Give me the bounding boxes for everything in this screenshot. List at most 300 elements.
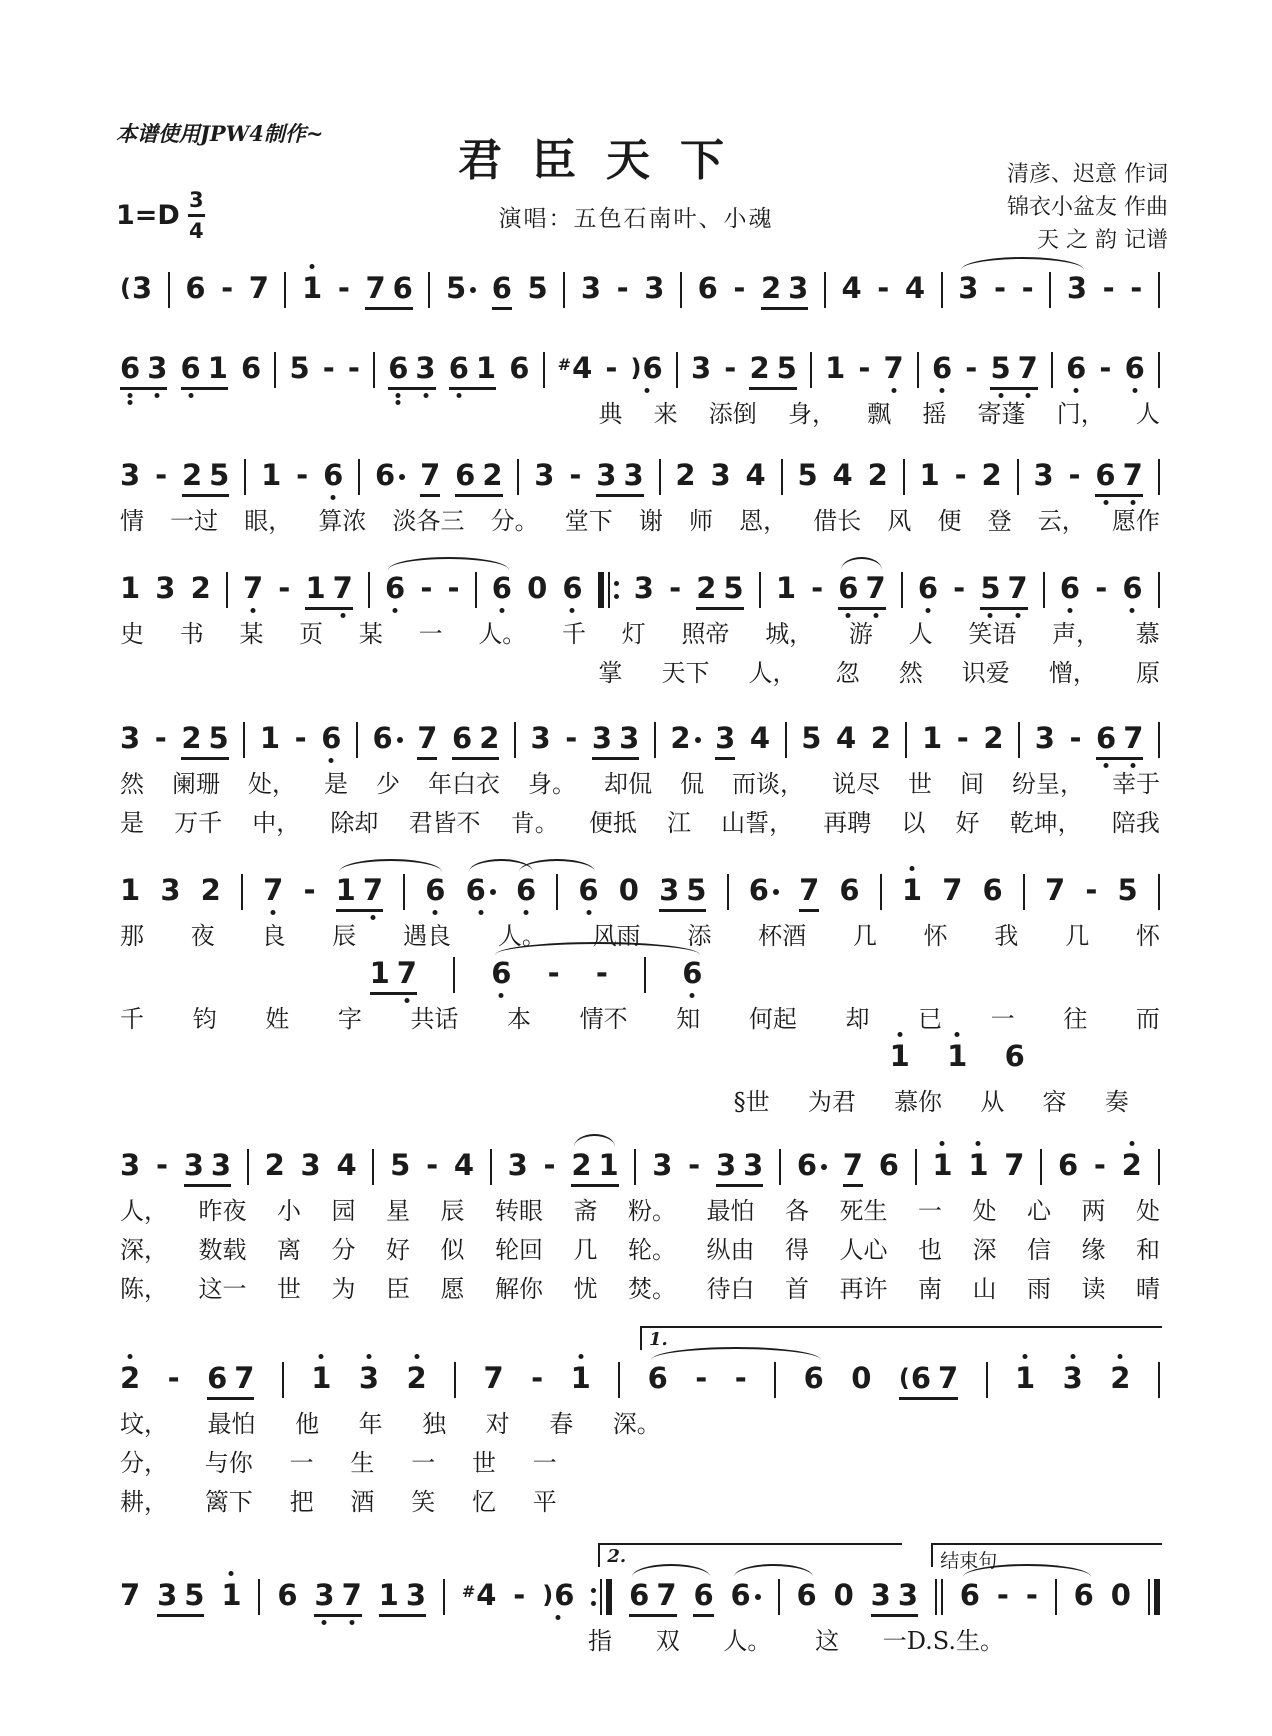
note-token <box>1099 351 1111 390</box>
lyric-syllable: 君皆不 <box>408 809 481 837</box>
note-digit: 6 <box>838 571 859 605</box>
lyric-syllable: 几 <box>1065 922 1090 950</box>
note-digit: 3 <box>120 1148 141 1182</box>
note <box>592 721 612 755</box>
note <box>578 873 598 907</box>
lyric-syllable: 似 <box>440 1236 465 1264</box>
note-digit: 6 <box>1057 1148 1079 1182</box>
note-digit: 6 <box>682 956 703 990</box>
meter-denominator: 4 <box>189 219 204 243</box>
note-token <box>619 873 639 912</box>
note-digit: 7 <box>332 571 353 605</box>
lyric-syllable: 姓 <box>265 1005 290 1033</box>
note-token <box>289 351 309 390</box>
barline <box>241 874 243 910</box>
octave-dot-below <box>1074 388 1079 393</box>
note-token <box>670 721 700 760</box>
barline <box>659 459 661 495</box>
lyric-syllable: 江 <box>666 809 691 837</box>
beam-group <box>157 1578 204 1617</box>
beam-group <box>305 571 352 610</box>
octave-dot-above <box>897 1032 902 1037</box>
lyric-syllable: 憎， <box>1048 659 1097 687</box>
note <box>843 1148 863 1182</box>
note-digit: 3 <box>300 1148 321 1182</box>
note <box>454 1148 474 1182</box>
lyrics-row <box>120 1235 1160 1265</box>
note <box>898 1578 918 1612</box>
note-token <box>669 571 681 610</box>
note-token <box>1122 571 1142 610</box>
lyric-syllable: 处 <box>972 1197 997 1225</box>
note <box>1067 271 1087 305</box>
note <box>209 721 229 755</box>
lyric-syllable: 臣 <box>386 1275 410 1303</box>
barline <box>941 272 943 308</box>
lyric-syllable: 摇 <box>922 400 947 428</box>
note <box>1026 1578 1038 1612</box>
note <box>947 1039 967 1073</box>
note-token <box>120 1578 140 1617</box>
note-digit: 3 <box>1062 1361 1083 1395</box>
note-digit: - <box>347 351 360 385</box>
barline <box>880 874 882 910</box>
barline <box>563 272 565 308</box>
note <box>899 1361 931 1395</box>
lyrics-row <box>588 1626 1004 1656</box>
note-digit: 1 <box>369 956 390 990</box>
notation-line <box>120 1143 1160 1187</box>
note-token <box>407 1361 427 1400</box>
note <box>241 351 261 385</box>
note-digit: 6 <box>452 721 473 755</box>
note-digit: 7 <box>234 1361 255 1395</box>
note-token <box>528 271 548 310</box>
note-digit: 2 <box>200 873 221 907</box>
note-digit: 6 <box>578 873 599 907</box>
note <box>260 721 280 755</box>
note-token <box>120 458 140 497</box>
note-digit: 7 <box>243 571 264 605</box>
note-digit: - <box>322 351 335 385</box>
octave-dot-above <box>367 1354 372 1359</box>
note-digit: 1 <box>598 1148 619 1182</box>
note-digit: - <box>565 721 578 755</box>
note <box>715 721 735 755</box>
note-digit: 1 <box>825 351 846 385</box>
note <box>1074 1578 1094 1612</box>
octave-dot-below <box>1103 500 1108 505</box>
note <box>851 1361 871 1395</box>
note-digit: 6 <box>372 721 393 755</box>
lyric-syllable: 年白衣 <box>428 770 500 798</box>
note <box>184 1578 204 1612</box>
note <box>994 271 1006 305</box>
note <box>449 351 469 385</box>
note <box>221 1578 241 1612</box>
lyrics-row <box>120 808 1160 838</box>
note-digit: 6 <box>839 873 860 907</box>
note-digit: - <box>953 571 966 605</box>
note-token <box>527 571 547 610</box>
barline <box>358 459 360 495</box>
note-token <box>605 351 617 390</box>
note <box>980 571 1000 605</box>
lyric-syllable: 人心 <box>839 1236 888 1264</box>
barline <box>1158 352 1160 388</box>
note-token <box>261 458 281 497</box>
note-digit: - <box>595 956 608 990</box>
barline <box>785 722 787 758</box>
note-digit: 1 <box>302 271 323 305</box>
beam-group <box>370 956 417 995</box>
note-digit: 6 <box>642 351 663 385</box>
note <box>336 1148 356 1182</box>
note-digit: 5 <box>527 271 548 305</box>
note-token <box>531 1361 543 1400</box>
note <box>208 351 228 385</box>
octave-dot-above <box>1118 1354 1123 1359</box>
barline <box>556 874 558 910</box>
note <box>716 1148 736 1182</box>
note <box>749 873 779 907</box>
note <box>359 1361 379 1395</box>
note-digit: 5 <box>445 271 467 305</box>
lyric-syllable: 风雨 <box>592 922 641 950</box>
beam-group <box>592 721 639 760</box>
lyric-syllable: 深。 <box>612 1410 661 1438</box>
note-token <box>191 571 211 610</box>
barline <box>727 874 729 910</box>
slur <box>574 1134 615 1147</box>
octave-dot-below <box>188 393 193 398</box>
barline <box>403 874 405 910</box>
lyric-syllable: 却侃 <box>604 770 652 798</box>
note <box>696 571 716 605</box>
lyric-syllable: 万千 <box>174 809 223 837</box>
system <box>120 1324 1160 1517</box>
note-token <box>120 873 140 912</box>
note-token <box>947 1039 967 1078</box>
beam-group <box>1096 721 1143 760</box>
note <box>656 1578 676 1612</box>
note-digit: 4 <box>904 271 926 305</box>
note-digit: 1 <box>889 1039 910 1073</box>
barline <box>168 272 170 308</box>
note-digit: - <box>513 1578 526 1612</box>
sharp-sign: # <box>461 1582 476 1601</box>
lyric-syllable: 千 <box>120 1005 144 1033</box>
lyric-syllable: 他 <box>295 1410 320 1438</box>
note-token <box>375 458 405 497</box>
software-watermark: 本谱使用JPW4制作~ <box>116 121 324 146</box>
augmentation-dot <box>821 1164 827 1170</box>
note-digit: 7 <box>865 571 886 605</box>
note-digit: - <box>1025 1578 1038 1612</box>
note-digit: - <box>956 721 969 755</box>
barline <box>517 459 519 495</box>
note <box>516 873 536 907</box>
note-token <box>811 571 823 610</box>
note-digit: 1 <box>221 1578 242 1612</box>
note <box>120 721 140 755</box>
lyric-syllable: 生 <box>350 1449 375 1477</box>
note-digit: 3 <box>120 458 141 492</box>
note <box>323 351 335 385</box>
octave-dot-below <box>251 608 256 613</box>
lyric-syllable: 分。 <box>490 507 539 535</box>
system <box>120 868 1160 1117</box>
note-digit: 6 <box>730 1578 751 1612</box>
lyric-syllable: 便抵 <box>588 809 637 837</box>
note <box>623 458 643 492</box>
lyric-syllable: 分， <box>120 1449 168 1477</box>
octave-dot-below <box>396 393 401 398</box>
barline <box>1158 722 1160 758</box>
lyric-syllable: 纷呈， <box>1012 770 1084 798</box>
note-digit: - <box>877 271 890 305</box>
system <box>120 453 1160 536</box>
note <box>735 1361 747 1395</box>
note-digit: 3 <box>596 458 617 492</box>
note-token <box>1063 1361 1083 1400</box>
note-digit: 3 <box>534 458 555 492</box>
lyric-syllable: 平 <box>532 1488 557 1516</box>
lyric-syllable: 耕， <box>120 1488 168 1516</box>
lyric-syllable: 原 <box>1135 659 1160 687</box>
lyric-syllable: 笑 <box>411 1488 436 1516</box>
lyric-syllable: 坟， <box>120 1410 168 1438</box>
note <box>476 351 496 385</box>
note-digit: 6 <box>207 1361 228 1395</box>
barline <box>356 722 358 758</box>
barline <box>1049 272 1051 308</box>
note-token <box>1130 271 1142 310</box>
note <box>482 458 502 492</box>
note-token <box>851 1361 871 1400</box>
note-digit: 3 <box>623 458 644 492</box>
lyrics-row <box>598 399 1160 429</box>
note <box>156 1148 168 1182</box>
note <box>596 956 608 990</box>
note-digit: 6 <box>180 351 201 385</box>
note-token <box>982 458 1002 497</box>
lyric-syllable: 寄蓬 <box>977 400 1026 428</box>
notation-line <box>890 1034 1025 1078</box>
note-token <box>983 873 1003 912</box>
note-token <box>385 571 405 610</box>
lyric-syllable: 人。 <box>478 620 527 648</box>
note-digit: 2 <box>670 721 691 755</box>
beam-group <box>990 351 1037 390</box>
lyric-syllable: 从 <box>980 1088 1005 1116</box>
octave-dot-above <box>955 1032 960 1037</box>
barline <box>372 1149 374 1185</box>
note-token <box>983 721 1003 760</box>
note <box>652 1148 672 1182</box>
note-digit: 0 <box>1110 1578 1131 1612</box>
note <box>836 721 856 755</box>
note-token <box>466 873 496 912</box>
lyric-syllable: 杯酒 <box>758 922 807 950</box>
note <box>207 1361 227 1395</box>
note-digit: - <box>733 271 746 305</box>
lyric-syllable: 谢 <box>638 507 663 535</box>
lyric-syllable: 一过 <box>170 507 219 535</box>
note-token <box>425 873 445 912</box>
transcriber-credit: 天 之 韵 记谱 <box>1037 228 1168 253</box>
note-digit: - <box>294 721 307 755</box>
note <box>373 721 403 755</box>
note <box>675 458 695 492</box>
note-digit: 3 <box>157 1578 178 1612</box>
lyric-syllable: 天下 <box>661 659 710 687</box>
note <box>160 873 180 907</box>
note-digit: 1 <box>922 721 943 755</box>
note-digit: 6 <box>1066 351 1087 385</box>
lyric-syllable: 世 <box>277 1275 301 1303</box>
lyric-syllable: 却 <box>845 1005 870 1033</box>
note-token <box>1060 571 1080 610</box>
note <box>1123 458 1143 492</box>
note <box>693 1578 713 1612</box>
note-token <box>265 1148 285 1187</box>
note-token <box>160 873 180 912</box>
note-token <box>558 351 593 390</box>
note <box>484 1361 504 1395</box>
lyric-syllable: 情不 <box>579 1005 628 1033</box>
note-digit: 6 <box>277 1578 298 1612</box>
note-token <box>631 351 663 390</box>
octave-dot-below <box>1130 608 1135 613</box>
lyric-syllable: 愿 <box>440 1275 465 1303</box>
lyric-syllable: 缘 <box>1081 1236 1106 1264</box>
beam-group <box>452 721 499 760</box>
note-token <box>1069 721 1081 760</box>
note-digit: - <box>296 458 309 492</box>
note <box>1069 458 1081 492</box>
lyric-syllable: 轮回 <box>495 1236 543 1264</box>
lyric-syllable: 一 <box>532 1449 557 1477</box>
volta-bracket <box>931 1543 1162 1572</box>
note-token <box>296 458 308 497</box>
lyric-syllable: 往 <box>1063 1005 1088 1033</box>
lyric-syllable: 是 <box>324 770 348 798</box>
note <box>1063 1361 1083 1395</box>
note <box>955 458 967 492</box>
lyric-syllable: 侃 <box>680 770 704 798</box>
note-digit: 3 <box>405 1578 427 1612</box>
note <box>631 351 663 385</box>
note <box>342 1578 362 1612</box>
note <box>960 1578 980 1612</box>
octave-dot-below <box>128 393 133 398</box>
octave-dot-below <box>423 393 428 398</box>
note-digit: 2 <box>675 458 696 492</box>
note-token <box>799 873 819 912</box>
note <box>155 571 175 605</box>
lyric-syllable: 再聘 <box>823 809 872 837</box>
note <box>777 351 797 385</box>
note-digit: 7 <box>1007 571 1028 605</box>
beam-group <box>336 873 383 912</box>
note <box>1123 721 1143 755</box>
note-token <box>724 351 736 390</box>
note-token <box>544 1148 556 1187</box>
note-token <box>578 873 598 912</box>
lyric-syllable: 好 <box>386 1236 410 1264</box>
note <box>1058 1148 1078 1182</box>
note <box>1018 351 1038 385</box>
lyric-syllable: 陈， <box>120 1275 168 1303</box>
note-digit: 3 <box>788 271 809 305</box>
note <box>446 271 476 305</box>
note-digit: 0 <box>527 571 548 605</box>
note-token <box>920 458 940 497</box>
lyric-syllable: 奏 <box>1104 1088 1129 1116</box>
note <box>1096 721 1116 755</box>
note-token <box>311 1361 331 1400</box>
note <box>733 271 745 305</box>
note-digit: 6 <box>491 571 512 605</box>
lyric-syllable: 中， <box>252 809 301 837</box>
note <box>147 351 167 385</box>
note <box>569 458 581 492</box>
note-token <box>338 271 350 310</box>
note-digit: - <box>688 1148 701 1182</box>
lyric-syllable: 辰 <box>440 1197 465 1225</box>
note <box>811 571 823 605</box>
note <box>249 271 269 305</box>
note-digit: 2 <box>181 721 202 755</box>
lyric-syllable: 恩， <box>739 507 788 535</box>
note-digit: 3 <box>131 271 153 305</box>
note <box>277 1578 297 1612</box>
note-digit: 6 <box>796 1148 817 1182</box>
beam-group <box>388 351 435 390</box>
note-token <box>733 271 745 310</box>
lyric-syllable: 昨夜 <box>198 1197 247 1225</box>
note-digit: 6 <box>375 458 396 492</box>
note-token <box>1005 1039 1025 1078</box>
note <box>796 1578 816 1612</box>
note-token <box>484 1361 504 1400</box>
beam-group <box>181 351 228 390</box>
note <box>932 351 952 385</box>
note <box>417 721 437 755</box>
note-digit: 3 <box>1034 721 1055 755</box>
note <box>750 721 770 755</box>
notation-line <box>120 1324 1160 1400</box>
beam-group <box>184 1148 231 1187</box>
note <box>825 351 845 385</box>
note <box>842 271 862 305</box>
note-token <box>693 1578 713 1617</box>
barline <box>654 722 656 758</box>
note-token <box>634 571 654 610</box>
notation-line <box>120 453 1160 497</box>
note <box>157 1578 177 1612</box>
slur <box>388 557 509 570</box>
note <box>1130 271 1142 305</box>
note <box>879 1148 899 1182</box>
note-digit: - <box>1102 271 1115 305</box>
lyric-syllable: 人 <box>1135 400 1160 428</box>
parenthesis: ) <box>542 1581 554 1609</box>
note-digit: 4 <box>453 1148 475 1182</box>
note <box>452 721 472 755</box>
note-digit: 2 <box>571 1148 592 1182</box>
